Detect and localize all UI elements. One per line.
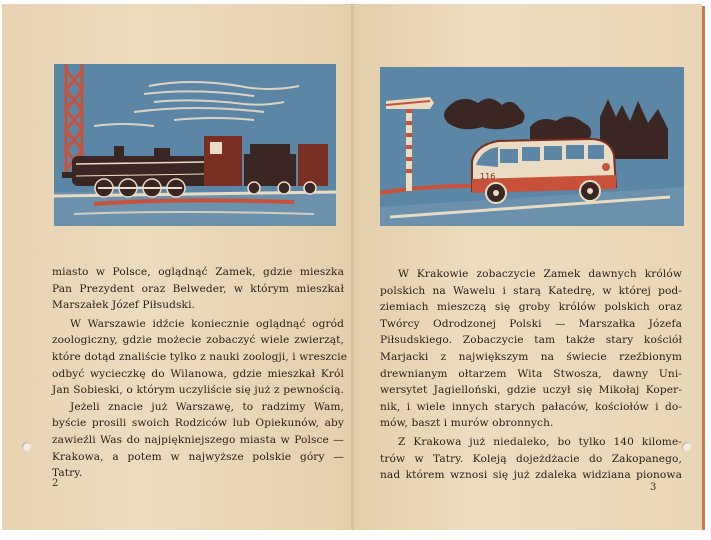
text-line: W Warszawie idźcie koniecznie oglądnąć ogród xyxy=(70,317,344,330)
right-page-text xyxy=(380,266,682,484)
text-line: które dotąd znaliście tylko z nauki zoologji, i wreszcie xyxy=(52,350,348,363)
punch-hole xyxy=(22,442,31,451)
text-line: drewnianym ołtarzem Wita Stwosza, dawny Uni- xyxy=(380,367,682,380)
locomotive-illustration xyxy=(54,64,336,226)
text-line: Tatry. xyxy=(52,467,83,480)
text-line: Jan Sobieski, o którym uczyliście się już z pewnością. xyxy=(52,384,344,397)
text-line: nad którem wznosi się już zdaleka widziana pionowa xyxy=(380,469,682,482)
paragraph xyxy=(52,316,348,482)
text-line: miasto w Polsce, oglądnąć Zamek, gdzie mieszka xyxy=(52,266,344,278)
text-line: odbyć wycieczkę do Wilanowa, gdzie mieszkał Król xyxy=(52,367,344,380)
paragraph xyxy=(52,264,344,314)
text-line: nik, i wiele innych starych pałaców, kościołów i do- xyxy=(380,400,682,413)
text-line: byście prosili swoich Rodziców lub Opiekunów, aby xyxy=(52,417,344,430)
text-line: Krakowa, a potem w najwyższe polskie góry — xyxy=(52,450,344,463)
paragraph xyxy=(380,434,682,484)
text-line: mów, baszt i murów obronnych. xyxy=(380,417,554,430)
text-line: Marjacki z największym na świecie rzeźbionym xyxy=(380,350,682,363)
left-page xyxy=(2,4,352,530)
text-line: Jeżeli znacie już Warszawę, to radzimy Wam, xyxy=(70,400,344,413)
text-line: zawieźli Was do najpiękniejszego miasta w Polsce — xyxy=(52,433,344,446)
page-number: 2 xyxy=(52,478,59,489)
bus-number: 116 xyxy=(480,172,496,181)
text-line: Z Krakowa już niedaleko, bo tylko 140 kilome- xyxy=(398,435,682,448)
page-number: 3 xyxy=(650,482,657,493)
text-line: zoologiczny, gdzie możecie zobaczyć wiele zwierząt, xyxy=(52,334,344,347)
booklet-spread xyxy=(2,4,702,530)
punch-hole xyxy=(682,442,691,451)
text-line: W Krakowie zobaczycie Zamek dawnych królów xyxy=(398,268,682,280)
text-line: Pan Prezydent oraz Belweder, w którym mieszkał xyxy=(52,282,344,295)
right-page xyxy=(354,4,702,530)
text-line: Piłsudskiego. Zobaczycie tam także stary kościół xyxy=(380,334,682,347)
paragraph xyxy=(380,266,682,432)
text-line: trów w Tatry. Koleją dojeżdżacie do Zakopanego, xyxy=(380,452,682,465)
text-line: Twórcy Odrodzonej Polski — Marszałka Józefa xyxy=(380,317,682,330)
text-line: polskich na Wawelu i starą Katedrę, w której pod- xyxy=(380,284,682,297)
text-line: wersytet Jagielloński, gdzie uczył się Mikołaj Koper- xyxy=(380,384,682,397)
text-line: Marszałek Józef Piłsudski. xyxy=(52,299,196,312)
bus-illustration xyxy=(380,67,684,226)
text-line: ziemiach mieszczą się groby królów polskich oraz xyxy=(380,301,682,314)
left-page-text xyxy=(52,264,348,482)
cover-edge xyxy=(702,6,705,530)
